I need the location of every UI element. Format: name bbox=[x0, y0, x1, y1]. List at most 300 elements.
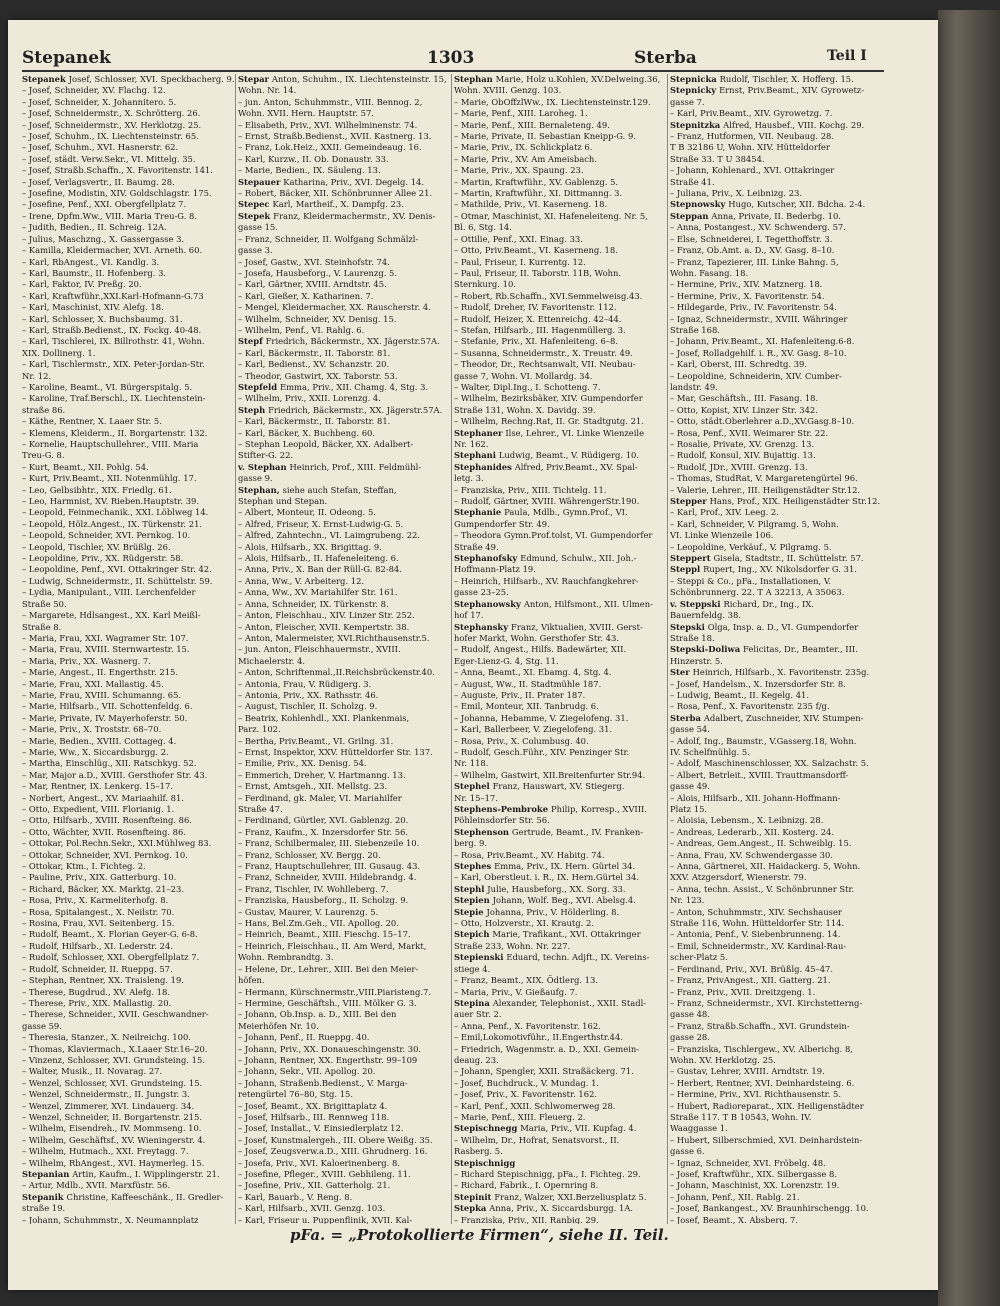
entry-text: Gisela, Stadtstr., II. Schüttelstr. 57. bbox=[713, 553, 864, 564]
entry-text: Edmund, Schulw., XII. Joh.- bbox=[520, 553, 637, 564]
directory-entry bbox=[22, 473, 234, 484]
directory-entry bbox=[670, 975, 882, 986]
entry-text: Straße 47. bbox=[238, 804, 283, 814]
entry-text: Ernst, Priv.Beamt., XIV. Gyrowetz- bbox=[719, 85, 865, 96]
entry-text: Adalbert, Zuschneider, XIV. Stumpen- bbox=[703, 712, 864, 723]
directory-entry bbox=[22, 872, 234, 883]
directory-entry bbox=[670, 952, 882, 963]
directory-entry bbox=[238, 108, 450, 119]
entry-text: – Herbert, Rentner, XVI. Deinhardsteing. 6. bbox=[670, 1077, 855, 1088]
directory-entry bbox=[454, 804, 666, 815]
entry-text: – Franz, Tischler, IV. Wohlleberg. 7. bbox=[238, 883, 389, 894]
directory-entry bbox=[454, 234, 666, 245]
entry-text: Nr. 123. bbox=[670, 895, 705, 906]
entry-text: – Franz, Schneider, II. Wolfgang Schmälzl- bbox=[238, 233, 419, 244]
entry-text: – Franziska, Priv., XII. Ranbig. 29. bbox=[454, 1214, 599, 1224]
directory-entry bbox=[454, 576, 666, 587]
directory-entry bbox=[22, 1180, 234, 1191]
directory-entry bbox=[22, 724, 234, 735]
entry-text: Gumpendorfer Str. 49. bbox=[454, 518, 550, 529]
entry-text: – Rosa, Penf., XVII. Weimarer Str. 22. bbox=[670, 427, 829, 438]
entry-text: Straße 116, Wohn. Hütteldorfer Str. 114. bbox=[670, 918, 845, 929]
entry-text: – Anna, Postangest., XV. Schwenderg. 57. bbox=[670, 222, 846, 233]
entry-text: – Emmerich, Dreher, V. Hartmanng. 13. bbox=[238, 769, 406, 780]
entry-text: – Karl, Tischlerei, IX. Billrothstr. 41, Wohn. bbox=[22, 336, 205, 347]
entry-text: – Martha, Einschlüg., XII. Ratschkyg. 52. bbox=[22, 758, 197, 769]
directory-entry bbox=[454, 758, 666, 769]
entry-text: – Hubert, Silberschmied, XVI. Deinhardstein- bbox=[670, 1134, 863, 1145]
entry-text: – Bertha, Priv.Beamt., VI. Grilng. 31. bbox=[238, 735, 394, 746]
entry-text: – Leopold, Feinmechanik., XXI. Löblweg 14. bbox=[22, 507, 209, 518]
entry-text: Straße 50. bbox=[22, 598, 67, 609]
directory-entry bbox=[454, 987, 666, 998]
entry-text: – Karl, Friseur u. Puppenflinik, XVII. Kal- bbox=[238, 1214, 413, 1224]
entry-text: – Ottilie, Penf., XXI. Einag. 33. bbox=[454, 233, 583, 244]
directory-entry bbox=[670, 279, 882, 290]
directory-entry bbox=[670, 553, 882, 564]
entry-text: – Rudolf, Schneider, II. Rueppg. 57. bbox=[22, 963, 173, 974]
entry-text: – Josefa, Hausbeforg., V. Laurenzg. 5. bbox=[238, 267, 398, 278]
directory-entry bbox=[454, 291, 666, 302]
entry-text: – August, Ww., II. Stadtmühle 187. bbox=[454, 678, 602, 689]
directory-entry bbox=[454, 268, 666, 279]
entry-text: – Anton, Fleischhau., XIV. Linzer Str. 252. bbox=[238, 610, 415, 621]
entry-text: – Martin, Kraftwführ., XI. Dittmanng. 3. bbox=[454, 188, 623, 199]
entry-text: – Ferdinand, Priv., XVI. Brüßlg. 45–47. bbox=[670, 963, 834, 974]
entry-surname: Stepnitzka bbox=[670, 119, 724, 130]
entry-text: Wohn. Nr. 14. bbox=[238, 85, 297, 96]
directory-entry bbox=[454, 964, 666, 975]
directory-entry bbox=[238, 519, 450, 530]
directory-entry bbox=[22, 781, 234, 792]
entry-text: Wohn. XVIII. Genzg. 103. bbox=[454, 85, 562, 96]
entry-text: Straße 41. bbox=[670, 176, 715, 187]
entry-text: – Karl, Straßb.Bedienst., IX. Fockg. 40-48. bbox=[22, 324, 202, 335]
entry-text: – Karoline, Beamt., VI. Bürgerspitalg. 5. bbox=[22, 381, 193, 392]
entry-text: – Karl, Oberst, III. Schredtg. 39. bbox=[670, 359, 808, 370]
directory-entry bbox=[22, 393, 234, 404]
entry-text: – Otto, Priv.Beamt., VI. Kaserneng. 18. bbox=[454, 245, 618, 256]
directory-entry bbox=[238, 1078, 450, 1089]
directory-entry bbox=[670, 519, 882, 530]
directory-entry bbox=[670, 804, 882, 815]
entry-text: – Karl, Ballerbeer, V. Ziegelofeng. 31. bbox=[454, 724, 613, 735]
directory-entry bbox=[454, 1021, 666, 1032]
entry-text: – Franz, Schlosser, XV. Bergg. 20. bbox=[238, 849, 381, 860]
entry-surname: Stepper bbox=[670, 496, 710, 507]
entry-text: Alfred, Hausbef., VIII. Kochg. 29. bbox=[723, 119, 865, 130]
entry-text: – Mengel, Kleidermacher, XX. Rauscherstr. 4. bbox=[238, 302, 431, 313]
directory-entry bbox=[454, 393, 666, 404]
directory-entry bbox=[22, 850, 234, 861]
directory-entry bbox=[22, 530, 234, 541]
entry-text: – Alois, Hilfsarb., II. Hafeneleiteng. 6. bbox=[238, 553, 399, 564]
directory-entry bbox=[454, 838, 666, 849]
directory-entry bbox=[238, 439, 450, 450]
entry-text: – Anna, Beamt., XI. Ebamg. 4, Stg. 4. bbox=[454, 667, 612, 678]
directory-entry bbox=[22, 884, 234, 895]
directory-entry bbox=[670, 918, 882, 929]
entry-surname: Steppl bbox=[670, 564, 704, 575]
entry-surname: Stepanek bbox=[22, 74, 69, 84]
entry-text: – Elisabeth, Priv., XVI. Wilhelminenstr. 74. bbox=[238, 119, 418, 130]
entry-text: Eger-Lienz-G. 4, Stg. 11. bbox=[454, 655, 559, 666]
entry-surname: Stepanian bbox=[22, 1169, 73, 1179]
directory-entry bbox=[238, 428, 450, 439]
directory-entry bbox=[454, 827, 666, 838]
directory-entry bbox=[670, 177, 882, 188]
entry-surname: Stephan bbox=[454, 74, 496, 84]
entry-text: Maria, Priv., VII. Kupfag. 4. bbox=[520, 1123, 637, 1134]
entry-text: – Josef, Kraftwführ., XIX. Silbergasse 8. bbox=[670, 1169, 838, 1179]
directory-entry bbox=[670, 450, 882, 461]
directory-entry bbox=[670, 188, 882, 199]
directory-entry bbox=[22, 1215, 234, 1224]
entry-text: Anna, Priv., X. Siccardsburgg. 1A. bbox=[489, 1203, 634, 1214]
directory-entry bbox=[670, 701, 882, 712]
entry-text: Heinrich, Prof., XIII. Feldmühl- bbox=[289, 461, 422, 472]
directory-entry bbox=[22, 257, 234, 268]
entry-text: – Josef, Kunstmalergeh., III. Obere Weißg. 35. bbox=[238, 1134, 433, 1145]
entry-text: – Karl, Tischlermstr., XIX. Peter-Jordan-Str. bbox=[22, 359, 205, 370]
directory-entry bbox=[238, 199, 450, 210]
directory-entry bbox=[238, 907, 450, 918]
entry-text: – Hubert, Radioreparat., XIX. Heiligenstädter bbox=[670, 1100, 864, 1111]
directory-entry bbox=[454, 918, 666, 929]
entry-text: Hinzerstr. 5. bbox=[670, 655, 723, 666]
directory-entry bbox=[238, 758, 450, 769]
directory-entry bbox=[670, 1009, 882, 1020]
directory-entry bbox=[22, 211, 234, 222]
directory-entry bbox=[670, 393, 882, 404]
entry-text: – Leopoldine, Priv., XX. Rüdgerstr. 58. bbox=[22, 553, 184, 564]
entry-text: – Wilhelm, Hutmach., XXI. Freytagg. 7. bbox=[22, 1146, 189, 1157]
directory-entry bbox=[22, 1146, 234, 1157]
directory-entry bbox=[670, 1021, 882, 1032]
directory-entry bbox=[454, 165, 666, 176]
entry-text: – Rosa, Priv.Beamt., XV. Habitg. 74. bbox=[454, 849, 605, 860]
entry-text: Straße 168. bbox=[670, 324, 720, 335]
entry-text: – Franz, Ob.Amt. a. D., XV. Gasg. 8–10. bbox=[670, 245, 835, 256]
directory-entry bbox=[670, 1044, 882, 1055]
directory-entry bbox=[670, 564, 882, 575]
entry-text: – Franz, Tapezierer, III. Linke Bahng. 5, bbox=[670, 256, 839, 267]
directory-entry bbox=[454, 542, 666, 553]
entry-text: Rasberg. 5. bbox=[454, 1146, 503, 1157]
entry-text: – Margarete, Hdlsangest., XX. Karl Meißl- bbox=[22, 610, 201, 621]
entry-text: Marie, Trafikant., XVI. Ottakringer bbox=[492, 929, 641, 940]
directory-entry bbox=[22, 1078, 234, 1089]
entry-text: deaug. 23. bbox=[454, 1054, 499, 1065]
directory-entry bbox=[238, 336, 450, 347]
entry-text: – Stefanie, Priv., XI. Hafenleiteng. 6–8. bbox=[454, 336, 618, 347]
entry-surname: Stephl bbox=[454, 883, 488, 894]
directory-entry bbox=[238, 211, 450, 222]
entry-text: – Marie, Ww., X. Siccardsburgg. 2. bbox=[22, 746, 169, 757]
directory-entry bbox=[670, 211, 882, 222]
entry-surname: Stephanie bbox=[454, 507, 505, 518]
entry-text: hof 17. bbox=[454, 610, 484, 621]
entry-text: – Otto, städt.Oberlehrer a.D.,XV.Gasg.8–10. bbox=[670, 416, 855, 427]
entry-text: Straße 233, Wohn. Nr. 227. bbox=[454, 940, 571, 951]
directory-entry bbox=[238, 268, 450, 279]
entry-surname: Stepnicka bbox=[670, 74, 720, 84]
directory-entry bbox=[454, 690, 666, 701]
directory-entry bbox=[454, 610, 666, 621]
directory-entry bbox=[670, 245, 882, 256]
entry-text: – Theodora Gymn.Prof.tolst, VI. Gumpendorfer bbox=[454, 530, 653, 541]
entry-text: – Karl, Baumstr., II. Hofenberg. 3. bbox=[22, 267, 167, 278]
entry-text: gasse 54. bbox=[670, 724, 710, 735]
entry-text: – Hermine, Geschäftsh., VIII. Mölker G. 3. bbox=[238, 997, 417, 1008]
entry-text: Hans, Prof., XIX. Heiligenstädter Str.12. bbox=[709, 496, 881, 507]
directory-entry bbox=[670, 325, 882, 336]
entry-text: – Albert, Monteur, II. Odeong. 5. bbox=[238, 507, 376, 518]
directory-entry bbox=[238, 393, 450, 404]
directory-entry bbox=[22, 701, 234, 712]
entry-surname: Stepnowsky bbox=[670, 199, 729, 210]
entry-text: – Josef, Schneider, XV. Flachg. 12. bbox=[22, 85, 166, 96]
entry-text: – Hans, Bel.Zm.Geh., VII. Apollog. 20. bbox=[238, 918, 399, 929]
directory-entry bbox=[22, 975, 234, 986]
entry-text: – Johann, Schuhmmstr., X. Neumannplatz bbox=[22, 1214, 199, 1224]
directory-entry bbox=[238, 838, 450, 849]
directory-entry bbox=[670, 507, 882, 518]
entry-text: – Marie, Frau, XXI. Mallastig. 45. bbox=[22, 678, 164, 689]
entry-text: scher-Platz 5. bbox=[670, 952, 728, 963]
directory-entry bbox=[670, 656, 882, 667]
directory-entry bbox=[454, 348, 666, 359]
directory-entry bbox=[22, 496, 234, 507]
entry-text: – Leopoldine, Penf., XVI. Ottakringer Str. 42. bbox=[22, 564, 212, 575]
entry-text: – Josef, Schneidermstr., XV. Herklotzg. 25. bbox=[22, 119, 202, 130]
entry-text: – Josef, Priv., X. Favoritenstr. 162. bbox=[454, 1089, 598, 1100]
directory-entry bbox=[238, 895, 450, 906]
entry-text: Christine, Kaffeeschänk., II. Gredler- bbox=[66, 1191, 224, 1202]
directory-entry bbox=[670, 633, 882, 644]
entry-text: – Hermine, Priv., XIV. Matznerg. 18. bbox=[670, 279, 823, 290]
entry-text: gasse 15. bbox=[238, 222, 278, 233]
entry-text: Sternkurg. 10. bbox=[454, 279, 516, 290]
directory-entry bbox=[454, 747, 666, 758]
directory-entry bbox=[454, 713, 666, 724]
entry-surname: Stepka bbox=[454, 1203, 490, 1214]
entry-text: gasse 7. bbox=[670, 96, 705, 107]
entry-text: – Vinzenz, Schlosser, XVI. Grundsteing. 15. bbox=[22, 1054, 206, 1065]
directory-entry bbox=[238, 884, 450, 895]
directory-entry bbox=[22, 291, 234, 302]
directory-entry bbox=[670, 667, 882, 678]
directory-entry bbox=[22, 1021, 234, 1032]
entry-text: Stifter-G. 22. bbox=[238, 450, 294, 461]
directory-entry bbox=[238, 918, 450, 929]
entry-text: – Josef, Bankangest., XV. Braunhirschengg. 10. bbox=[670, 1203, 869, 1214]
directory-entry bbox=[454, 1135, 666, 1146]
directory-entry bbox=[238, 1089, 450, 1100]
directory-entry bbox=[22, 747, 234, 758]
directory-entry bbox=[238, 405, 450, 416]
entry-text: – Ludwig, Beamt., II. Kegelg. 41. bbox=[670, 689, 810, 700]
directory-entry bbox=[670, 1192, 882, 1203]
entry-text: – Rudolf, Beamt., X. Florian Geyer-G. 6-8. bbox=[22, 929, 198, 940]
directory-entry bbox=[454, 325, 666, 336]
entry-text: Franz, Hauswart, XV. Stiegerg. bbox=[492, 781, 625, 792]
entry-text: – Johann, Priv.Beamt., XI. Hafenleiteng.6-8. bbox=[670, 336, 855, 347]
directory-entry bbox=[238, 644, 450, 655]
directory-entry bbox=[22, 1009, 234, 1020]
entry-text: – Marie, Bedien., XVIII. Cottageg. 4. bbox=[22, 735, 177, 746]
entry-text: – Ottokar, Schneider, XVI. Pernkog. 10. bbox=[22, 849, 188, 860]
entry-text: – Ernst, Straßb.Bedienst., XVII. Kastnerg. 13. bbox=[238, 131, 432, 142]
directory-entry bbox=[238, 736, 450, 747]
entry-text: Anton, Hilfsmont., XII. Ulmen- bbox=[523, 598, 653, 609]
entry-text: – Richard, Bäcker, XX. Marktg. 21–23. bbox=[22, 883, 184, 894]
entry-text: VI. Linke Wienzeile 106. bbox=[670, 530, 774, 541]
entry-text: – Franz, Straßb.Schaffn., XVI. Grundstein- bbox=[670, 1020, 850, 1031]
directory-entry bbox=[22, 131, 234, 142]
directory-entry bbox=[238, 154, 450, 165]
entry-text: – Karl, Schlosser, X. Buchsbaumg. 31. bbox=[22, 313, 183, 324]
page-number: 1303 bbox=[427, 48, 475, 68]
directory-entry bbox=[670, 1032, 882, 1043]
entry-text: Anton, Schuhm., IX. Liechtensteinstr. 15, bbox=[271, 74, 447, 84]
entry-text: gasse 23–25. bbox=[454, 587, 509, 598]
directory-entry bbox=[670, 359, 882, 370]
entry-text: – Josef, Handelsm., X. Inzersdorfer Str. 8. bbox=[670, 678, 846, 689]
directory-entry bbox=[22, 450, 234, 461]
entry-text: stiege 4. bbox=[454, 963, 491, 974]
directory-entry bbox=[454, 656, 666, 667]
directory-entry bbox=[454, 97, 666, 108]
entry-text: Gertrude, Beamt., IV. Franken- bbox=[511, 826, 644, 837]
directory-entry bbox=[670, 1066, 882, 1077]
entry-text: IV. Schelfmühlg. 5. bbox=[670, 746, 750, 757]
entry-text: Julie, Hausbeforg., XX. Sorg. 33. bbox=[487, 883, 626, 894]
entry-text: – Johann, Sekr., VII. Apollog. 20. bbox=[238, 1066, 376, 1077]
directory-entry bbox=[670, 131, 882, 142]
entry-text: – Johann, Spengler, XXII. Straßäckerg. 71. bbox=[454, 1066, 634, 1077]
entry-text: – Kurt, Beamt., XII. Pohlg. 54. bbox=[22, 461, 149, 472]
directory-entry bbox=[22, 895, 234, 906]
entry-text: Philip, Korresp., XVIII. bbox=[550, 804, 647, 814]
entry-surname: Stepec bbox=[238, 199, 273, 210]
entry-text: – Karl, Gießer, X. Katharinen. 7. bbox=[238, 290, 374, 301]
directory-entry bbox=[238, 1021, 450, 1032]
directory-entry bbox=[22, 656, 234, 667]
entry-text: – Otto, Kopist, XIV. Linzer Str. 342. bbox=[670, 404, 818, 415]
entry-text: berg. 9. bbox=[454, 838, 487, 849]
entry-text: – Susanna, Schneidermstr., X. Treustr. 49. bbox=[454, 347, 633, 358]
entry-text: – Anton, Fleischer, XVII. Kempertstr. 38. bbox=[238, 621, 410, 632]
directory-entry bbox=[670, 895, 882, 906]
entry-text: – Karl, Priv.Beamt., XIV. Gyrowetzg. 7. bbox=[670, 108, 833, 119]
directory-entry bbox=[454, 188, 666, 199]
directory-entry bbox=[670, 199, 882, 210]
entry-text: – Marie, Private, IV. Mayerhoferstr. 50. bbox=[22, 712, 188, 723]
entry-surname: Stepischnigg bbox=[454, 1157, 516, 1168]
directory-entry bbox=[22, 576, 234, 587]
entry-text: – Alois, Hilfsarb., XX. Brigittag. 9. bbox=[238, 541, 382, 552]
directory-entry bbox=[670, 724, 882, 735]
entry-text: Wohn. XV. Herklotzg. 25. bbox=[670, 1054, 776, 1065]
directory-entry bbox=[22, 222, 234, 233]
directory-entry bbox=[454, 142, 666, 153]
entry-text: – Therese, Priv., XIX. Mallastig. 20. bbox=[22, 997, 172, 1008]
directory-entry bbox=[670, 473, 882, 484]
entry-surname: Ster bbox=[670, 667, 693, 678]
directory-entry bbox=[670, 793, 882, 804]
entry-text: – Ignaz, Schneider, XVI. Fröbelg. 48. bbox=[670, 1157, 826, 1168]
entry-text: Josef, Schlosser, XVI. Speckbacherg. 9. bbox=[68, 74, 234, 84]
entry-text: letg. 3. bbox=[454, 473, 484, 484]
column-divider bbox=[235, 74, 236, 1224]
entry-surname: v. Stephan bbox=[238, 461, 290, 472]
entry-surname: Stepina bbox=[454, 997, 493, 1008]
entry-text: auer Str. 2. bbox=[454, 1009, 502, 1020]
directory-entry bbox=[670, 736, 882, 747]
entry-text: – Anna, Gärtnerei, XII. Haidackerg. 5, Wohn. bbox=[670, 861, 861, 872]
entry-text: – Paul, Friseur, I. Kurrentg. 12. bbox=[454, 256, 586, 267]
directory-entry bbox=[238, 507, 450, 518]
entry-text: – Marie, Penf., XIII. Laroheg. 1. bbox=[454, 108, 588, 119]
directory-entry bbox=[22, 245, 234, 256]
entry-text: – Albert, Betrleit., XVIII. Trauttmansdorff- bbox=[670, 769, 849, 780]
entry-text: – Josef, Straßb.Schaffn., X. Favoritenstr. 141. bbox=[22, 165, 213, 176]
directory-entry bbox=[454, 770, 666, 781]
directory-entry bbox=[454, 1089, 666, 1100]
directory-entry bbox=[22, 941, 234, 952]
entry-text: – Robert, Rb.Schaffn., XVI.Semmelweisg.43. bbox=[454, 290, 643, 301]
directory-entry bbox=[670, 907, 882, 918]
entry-text: – Maria, Frau, XVIII. Sternwartestr. 15. bbox=[22, 644, 190, 655]
entry-text: – Marie, Priv., XX. Spaung. 23. bbox=[454, 165, 584, 176]
entry-text: Johanna, Priv., V. Hölderling. 8. bbox=[486, 906, 620, 917]
entry-text: – Johann, Kohlenard., XVI. Ottakringer bbox=[670, 165, 835, 176]
entry-text: – Walter, Musik., II. Novarag. 27. bbox=[22, 1066, 163, 1077]
entry-text: – Emil, Schneidermstr., XV. Kardinal-Rau- bbox=[670, 940, 847, 951]
directory-entry bbox=[22, 838, 234, 849]
directory-entry bbox=[670, 713, 882, 724]
directory-entry bbox=[670, 1055, 882, 1066]
directory-entry bbox=[238, 599, 450, 610]
directory-entry bbox=[238, 587, 450, 598]
entry-text: Eduard, techn. Adjft., IX. Vereins- bbox=[506, 952, 650, 963]
entry-text: Michaelerstr. 4. bbox=[238, 655, 305, 666]
entry-text: – Josef, Beamt., X. Absberg. 7. bbox=[670, 1214, 799, 1224]
entry-surname: Stephel bbox=[454, 781, 493, 792]
directory-entry bbox=[670, 268, 882, 279]
directory-entry bbox=[454, 1032, 666, 1043]
entry-text: – Franz, Hauptschullehrer, III. Gusaug. 43. bbox=[238, 861, 421, 872]
directory-entry bbox=[670, 302, 882, 313]
entry-text: – Karl, Kraftwführ.,XXI.Karl-Hofmann-G.73 bbox=[22, 290, 204, 301]
directory-entry bbox=[22, 1158, 234, 1169]
directory-entry bbox=[454, 1180, 666, 1191]
entry-text: Platz 15. bbox=[670, 804, 708, 814]
entry-text: – Josef, Schneider, X. Johannitero. 5. bbox=[22, 96, 177, 107]
entry-text: Nr. 15–17. bbox=[454, 792, 498, 803]
directory-entry bbox=[670, 530, 882, 541]
entry-text: – Kornelie, Hauptschullehrer., VIII. Maria bbox=[22, 439, 199, 449]
directory-entry bbox=[238, 1101, 450, 1112]
entry-surname: Stephanowsky bbox=[454, 598, 524, 609]
directory-entry bbox=[238, 120, 450, 131]
directory-entry bbox=[22, 314, 234, 325]
directory-entry bbox=[238, 542, 450, 553]
entry-text: – Ottokar, Ktm., I. Fichteg. 2. bbox=[22, 861, 146, 872]
entry-text: – Rudolf, Konsul, XIV. Bujattig. 13. bbox=[670, 450, 816, 461]
entry-text: – Antonia, Frau, V. Rüdigerg. 3. bbox=[238, 678, 372, 689]
